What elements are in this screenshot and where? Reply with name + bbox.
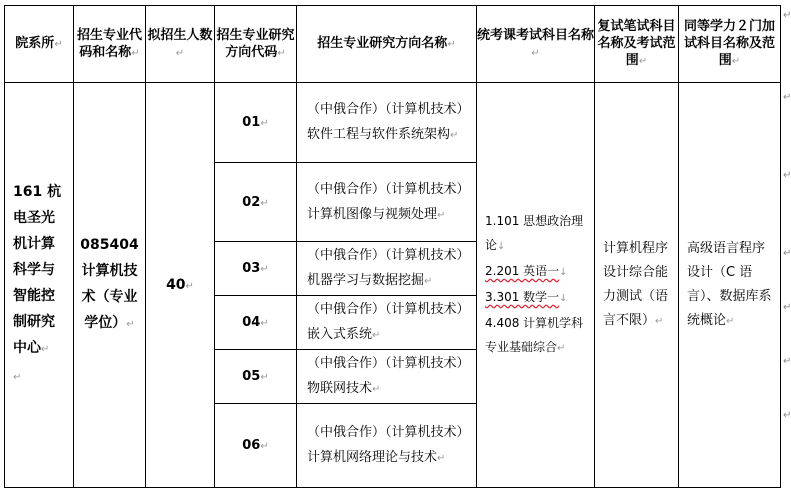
table-row [5, 83, 781, 163]
header-retest: 复试笔试科目名称及考试范围↵ [595, 6, 679, 83]
exam-item: 4.408 计算机学科专业基础综合↵ [485, 316, 584, 354]
direction-name: （中俄合作）（计算机技术）嵌入式系统↵ [297, 296, 477, 350]
quota-cell: 40↵ [146, 83, 215, 488]
header-equivalent: 同等学力２门加试科目名称及范围↵ [679, 6, 781, 83]
header-direction-code: 招生专业研究方向代码↵ [215, 6, 297, 83]
row-end-mark: ↵ [783, 410, 791, 421]
direction-code: 04↵ [215, 296, 297, 350]
exam-item: 1.101 思想政治理论↓ [485, 214, 584, 252]
row-end-mark: ↵ [783, 170, 791, 181]
department-cell: 161 杭电圣光机计算科学与智能控制研究中心↵ ↵ [5, 83, 74, 488]
direction-code: 02↵ [215, 163, 297, 242]
direction-name: （中俄合作）（计算机技术）机器学习与数据挖掘↵ [297, 242, 477, 296]
row-end-mark: ↵ [783, 248, 791, 259]
retest-cell: 计算机程序设计综合能力测试（语言不限）↵ [595, 83, 679, 488]
exam-subjects-cell [477, 83, 595, 488]
header-direction-name: 招生专业研究方向名称↵ [297, 6, 477, 83]
major-name: 计算机技术（专业学位）↵ [81, 263, 138, 331]
header-quota: 拟招生人数↵ [146, 6, 215, 83]
direction-name: （中俄合作）（计算机技术）物联网技术↵ [297, 350, 477, 404]
row-end-mark: ↵ [783, 10, 791, 21]
major-code: 085404 [80, 237, 139, 253]
direction-code: 01↵ [215, 83, 297, 163]
header-row [5, 6, 781, 83]
direction-code: 05↵ [215, 350, 297, 404]
row-end-marks [783, 0, 791, 492]
header-major: 招生专业代码和名称↵ [74, 6, 146, 83]
exam-item: 2.201 英语一↓ [485, 264, 568, 278]
row-end-mark: ↵ [783, 302, 791, 313]
row-end-mark: ↵ [783, 356, 791, 367]
exam-item: 3.301 数学一↓ [485, 290, 568, 304]
direction-name: （中俄合作）（计算机技术）计算机网络理论与技术↵ [297, 404, 477, 488]
header-dept: 院系所↵ [5, 6, 74, 83]
header-exam-subjects: 统考课考试科目名称↵ [477, 6, 595, 83]
direction-name: （中俄合作）（计算机技术）软件工程与软件系统架构↵ [297, 83, 477, 163]
direction-code: 03↵ [215, 242, 297, 296]
direction-name: （中俄合作）（计算机技术）计算机图像与视频处理↵ [297, 163, 477, 242]
admissions-table [4, 5, 781, 488]
direction-code: 06↵ [215, 404, 297, 488]
major-cell [74, 83, 146, 488]
row-end-mark: ↵ [783, 92, 791, 103]
equivalent-cell: 高级语言程序设计（C 语言）、数据库系统概论↵ [679, 83, 781, 488]
